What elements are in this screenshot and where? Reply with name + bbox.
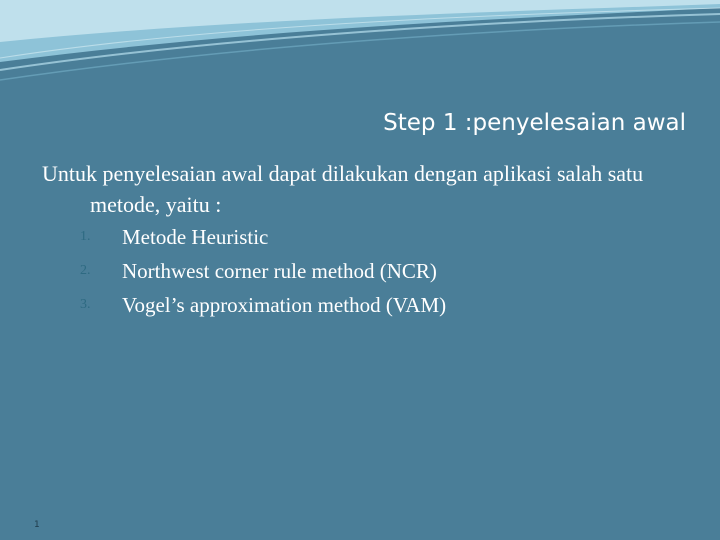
list-number: 2. bbox=[80, 263, 91, 278]
list-item-text: Vogel’s approximation method (VAM) bbox=[122, 293, 447, 317]
list-number: 3. bbox=[80, 297, 91, 312]
list-item-text: Metode Heuristic bbox=[122, 225, 269, 249]
list-item-text: Northwest corner rule method (NCR) bbox=[122, 259, 437, 283]
list-number: 1. bbox=[80, 229, 91, 244]
slide-title: Step 1 :penyelesaian awal bbox=[383, 110, 686, 136]
top-wave-decoration bbox=[0, 0, 720, 95]
page-number: 1 bbox=[34, 520, 40, 530]
intro-text: Untuk penyelesaian awal dapat dilakukan dengan aplikasi salah satu metode, yaitu : bbox=[42, 161, 644, 217]
